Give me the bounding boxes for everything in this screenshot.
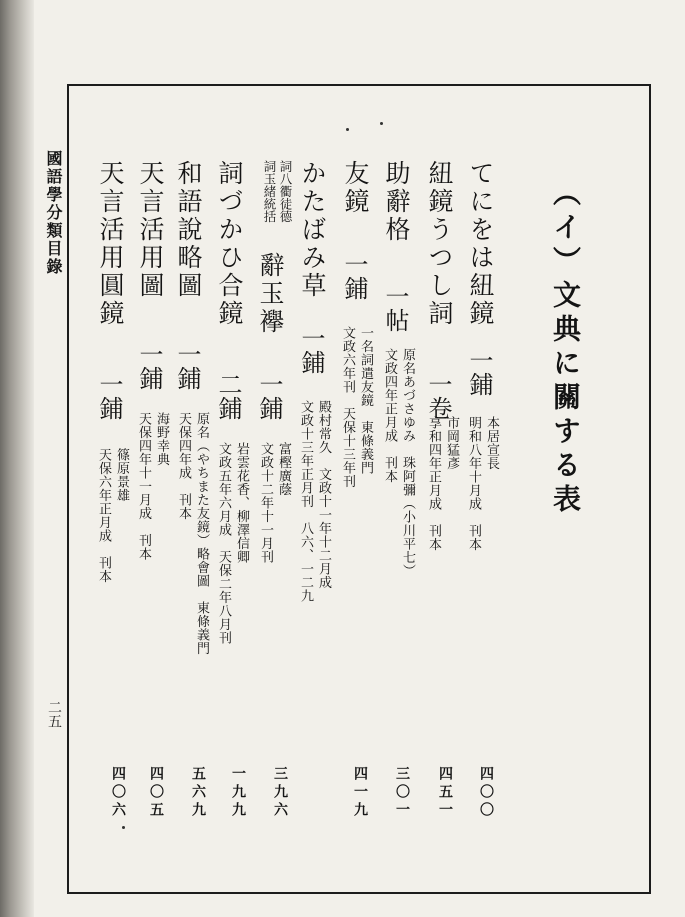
entry-number: 四〇五 — [148, 766, 164, 820]
print-speck — [380, 122, 383, 125]
entry-number: 四五一 — [437, 766, 453, 820]
entry-number: 四一九 — [352, 766, 368, 820]
entry-title: 友鏡 — [341, 160, 370, 216]
section-heading: （イ）文典に關する表 — [549, 178, 582, 518]
entry-title: 紐鏡うつし詞 — [425, 160, 454, 328]
entry-date: 文政十二年十一月刊 — [258, 442, 273, 564]
entry-subtitle: 詞八衢徒德 — [278, 160, 293, 223]
entry-number: 一九九 — [230, 766, 246, 820]
entry-quantity: 一鋪 — [95, 372, 123, 420]
entry-date: 文政六年刊 天保十三年刊 — [340, 326, 355, 488]
scan-edge-shadow — [0, 0, 34, 917]
entry-number: 三〇一 — [394, 766, 410, 820]
entry-date: 天保四年成 刊本 — [176, 412, 191, 520]
entry-author: 篠原景雄 — [114, 448, 129, 502]
entry-quantity: 一鋪 — [173, 342, 201, 390]
entry-title: 天言活用圖 — [136, 160, 165, 300]
entry-author: 富樫廣蔭 — [276, 442, 291, 496]
entry-author: 原名（やちまた友鏡）略會圖 東條義門 — [194, 412, 209, 655]
entry-title: 詞づかひ合鏡 — [215, 160, 244, 328]
entry-title: かたばみ草 — [298, 160, 327, 300]
entry-quantity: 一鋪 — [255, 372, 283, 420]
entry-author: 原名あづさゆみ 珠阿彌（小川平七） — [400, 348, 415, 578]
running-title: 國語學分類目錄 — [44, 150, 63, 276]
entry-author: 市岡猛彥 — [444, 416, 459, 470]
entry-date: 文政十三年正月刊 八六、一二九 — [298, 400, 313, 603]
entry-date: 天保四年十一月成 刊本 — [136, 412, 151, 561]
print-speck — [122, 826, 125, 829]
entry-date: 享和四年正月成 刊本 — [426, 416, 441, 551]
entry-quantity: 二鋪 — [214, 372, 242, 420]
entry-quantity: 一鋪 — [340, 252, 368, 300]
entry-author: 殿村常久 文政十一年十二月成 — [316, 400, 331, 589]
entry-quantity: 一卷 — [424, 372, 452, 420]
entry-title: 辭玉襷 — [256, 252, 285, 336]
entry-date: 明和八年十月成 刊本 — [466, 416, 481, 551]
entry-quantity: 一帖 — [381, 284, 409, 332]
entry-author: 岩雲花香、柳澤信卿 — [234, 442, 249, 564]
page-number: 二五 — [46, 700, 62, 728]
entry-quantity: 一鋪 — [465, 348, 493, 396]
entry-title: 天言活用圓鏡 — [96, 160, 125, 328]
entry-number: 三九六 — [272, 766, 288, 820]
entry-number: 五六九 — [190, 766, 206, 820]
entry-number: 四〇六 — [110, 766, 126, 820]
entry-quantity: 一鋪 — [135, 342, 163, 390]
entry-author: 海野幸典 — [154, 412, 169, 466]
print-speck — [346, 128, 349, 131]
entry-date: 文政四年正月成 刊本 — [382, 348, 397, 483]
entry-author: 本居宣長 — [484, 416, 499, 470]
entry-author: 一名詞遣友鏡 東條義門 — [358, 326, 373, 475]
entry-number: 四〇〇 — [478, 766, 494, 820]
entry-title: てにをは紐鏡 — [466, 160, 495, 328]
entry-date: 天保六年正月成 刊本 — [96, 448, 111, 583]
entry-quantity: 一鋪 — [297, 326, 325, 374]
entry-date: 文政五年六月成 天保二年八月刊 — [216, 442, 231, 645]
entry-title: 助辭格 — [382, 160, 411, 244]
entry-subtitle: 詞玉緒統括 — [262, 160, 277, 223]
entry-title: 和語說略圖 — [174, 160, 203, 300]
